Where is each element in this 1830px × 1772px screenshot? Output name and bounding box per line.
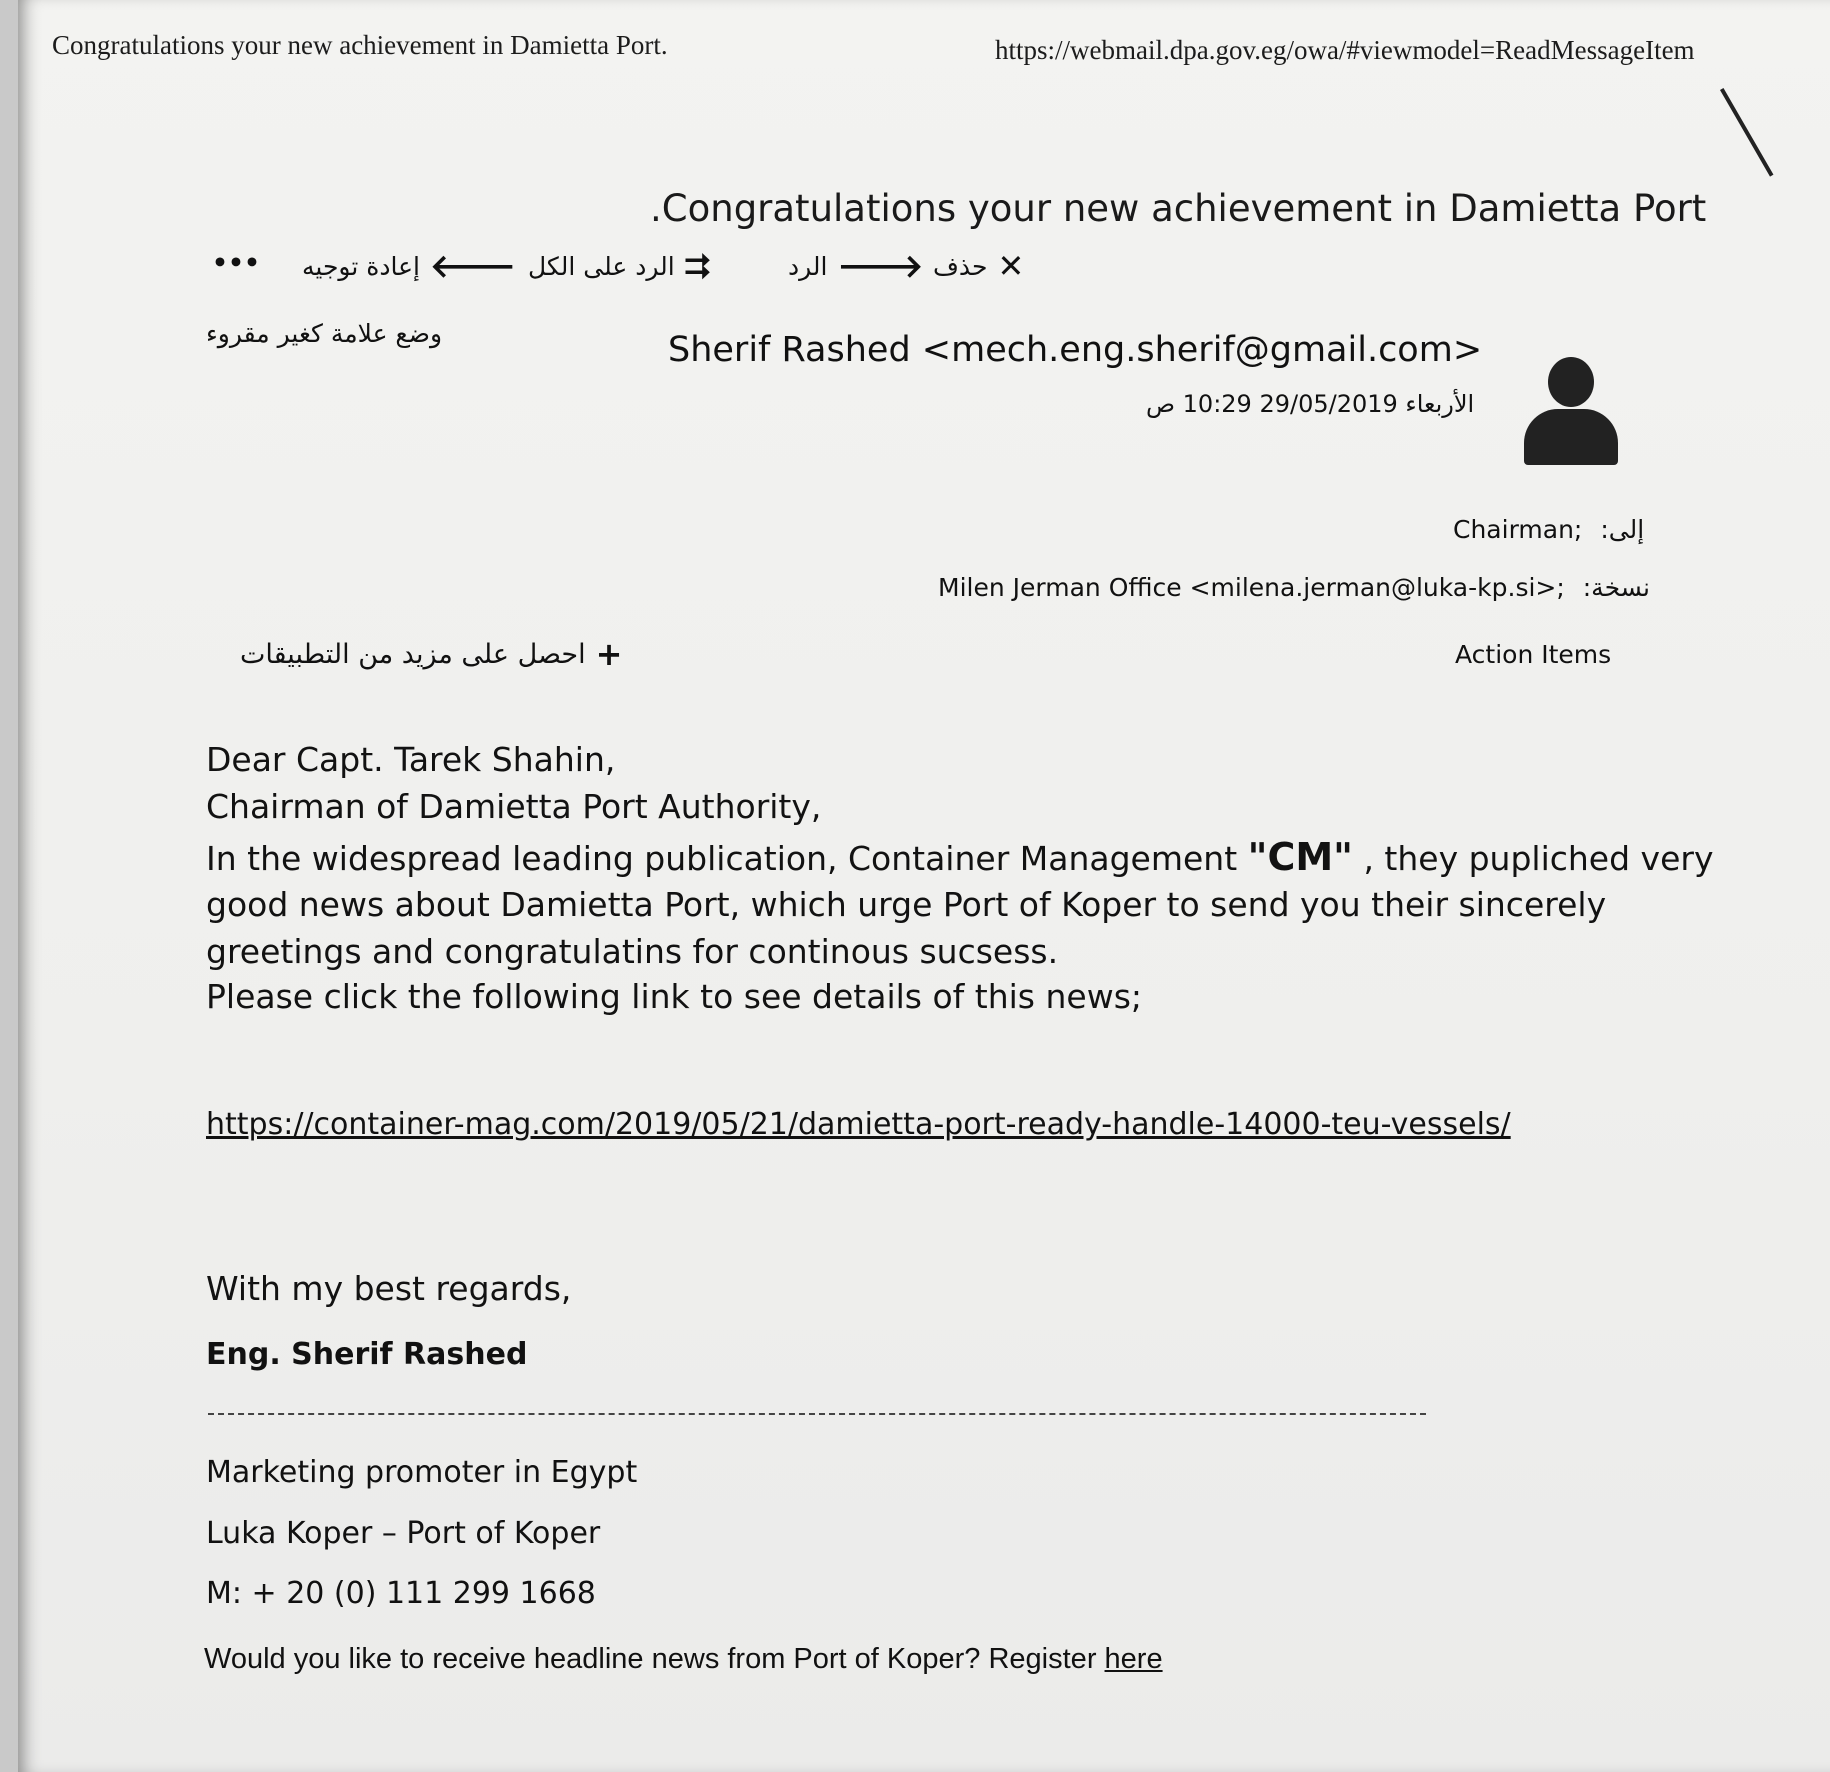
to-value[interactable]: Chairman; — [1453, 515, 1583, 544]
message-date: الأربعاء 29/05/2019 10:29 ص — [1146, 390, 1475, 418]
reply-all-button[interactable] — [528, 247, 711, 285]
forward-label: إعادة توجيه — [302, 251, 420, 281]
sender[interactable]: Sherif Rashed <mech.eng.sherif@gmail.com> — [668, 330, 1483, 370]
body-line-4: Please click the following link to see details of this news; — [206, 977, 1143, 1016]
newsletter-line — [204, 1643, 1163, 1676]
print-header-url: https://webmail.dpa.gov.eg/owa/#viewmodel=ReadMessageItem — [995, 35, 1695, 65]
body-line-1-end: , they pupliched very — [1352, 839, 1714, 878]
reply-all-label: الرد على الكل — [528, 251, 675, 281]
cc-value[interactable]: Milen Jerman Office <milena.jerman@luka-kp.si>; — [938, 573, 1565, 602]
signature-company: Luka Koper – Port of Koper — [206, 1516, 601, 1551]
delete-label: حذف — [933, 251, 988, 281]
article-link[interactable]: https://container-mag.com/2019/05/21/damietta-port-ready-handle-14000-teu-vessels/ — [206, 1107, 1511, 1142]
double-arrow-icon: ⮆ — [684, 247, 711, 285]
close-icon: ✕ — [997, 247, 1025, 285]
mark-unread-label: وضع علامة كغير مقروء — [206, 319, 443, 348]
action-items-link[interactable]: Action Items — [1455, 640, 1612, 669]
to-label: إلى: — [1600, 515, 1645, 544]
plus-icon: + — [595, 635, 623, 673]
cm-highlight: "CM" — [1247, 835, 1353, 879]
body-line-2: good news about Damietta Port, which urge Port of Koper to send you their sincerely — [206, 885, 1607, 924]
signature-divider — [208, 1413, 1426, 1415]
body-line-3: greetings and congratulatins for continous sucsess. — [206, 932, 1059, 971]
arrow-right-icon: 🡒 — [837, 247, 924, 285]
register-link[interactable]: here — [1104, 1643, 1163, 1675]
reply-label: الرد — [788, 251, 828, 281]
more-label: ••• — [212, 248, 260, 277]
avatar — [1521, 357, 1621, 465]
arrow-left-icon: 🡐 — [429, 247, 516, 285]
greeting: Dear Capt. Tarek Shahin, — [206, 740, 616, 779]
cc-label: نسخة: — [1582, 573, 1650, 602]
get-more-apps-button[interactable] — [240, 635, 623, 673]
signature-phone: M: + 20 (0) 111 299 1668 — [206, 1576, 596, 1611]
signature-role: Marketing promoter in Egypt — [206, 1455, 638, 1490]
mark-unread-button[interactable] — [206, 319, 442, 348]
body-line-1 — [206, 834, 1713, 882]
get-more-apps-label: احصل على مزيد من التطبيقات — [240, 638, 586, 670]
message-subject: Congratulations your new achievement in Damietta Port. — [650, 187, 1707, 230]
closing: With my best regards, — [206, 1269, 572, 1308]
recipient-cc-row — [938, 573, 1650, 602]
newsletter-text: Would you like to receive headline news from Port of Koper? Register — [204, 1643, 1105, 1675]
avatar-body — [1524, 409, 1618, 465]
signature-name: Eng. Sherif Rashed — [206, 1337, 528, 1372]
reply-button[interactable] — [788, 247, 924, 285]
more-button[interactable] — [212, 248, 260, 277]
body-line-1-start: In the widespread leading publication, Container Management — [206, 839, 1248, 878]
recipient-to-row — [1453, 515, 1644, 544]
print-header-title: Congratulations your new achievement in Damietta Port. — [52, 30, 668, 60]
delete-button[interactable] — [933, 247, 1025, 285]
forward-button[interactable] — [302, 247, 516, 285]
addressee-title: Chairman of Damietta Port Authority, — [206, 787, 822, 826]
avatar-head — [1548, 357, 1594, 407]
